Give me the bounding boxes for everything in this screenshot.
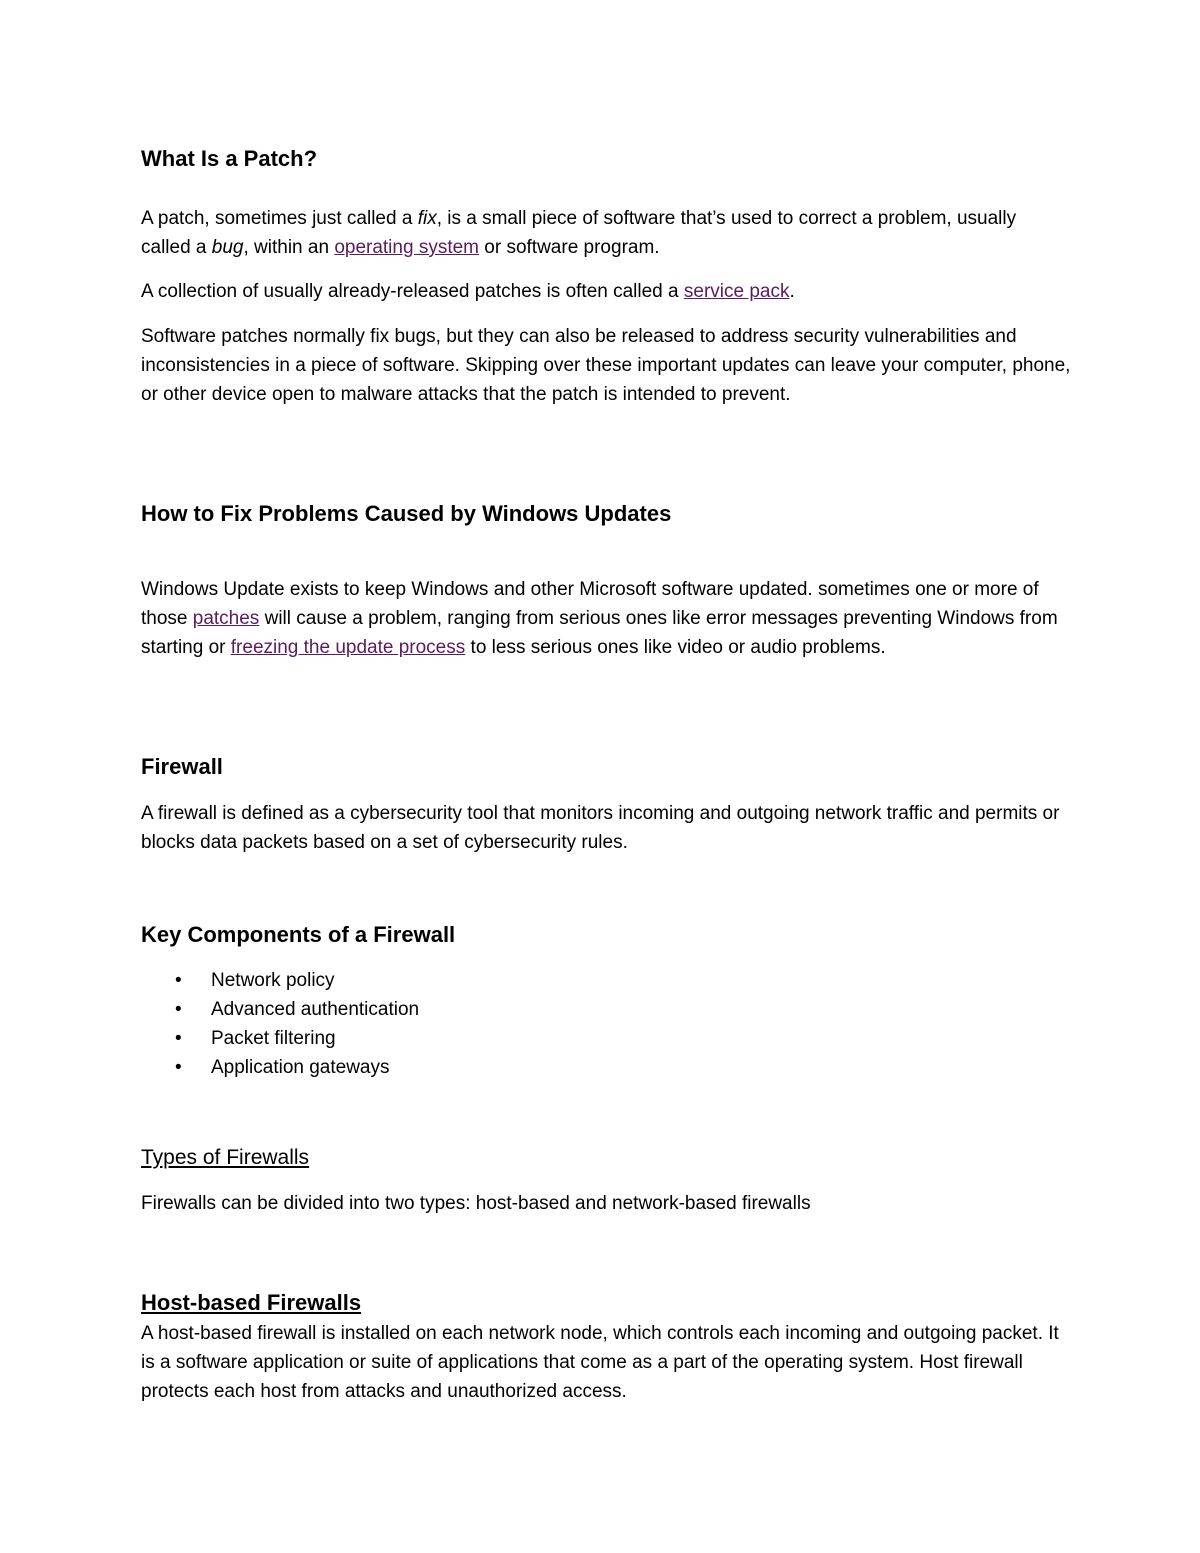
text: A patch, sometimes just called a [141, 208, 418, 229]
paragraph-patch-definition [141, 204, 1071, 262]
text: A collection of usually already-released patches is often called a [141, 281, 684, 302]
text: . [789, 281, 795, 302]
list-item [141, 995, 1071, 1024]
list-item [141, 966, 1071, 995]
link-freezing-update-process[interactable]: freezing the update process [230, 637, 466, 658]
heading-key-components: Key Components of a Firewall [141, 922, 456, 947]
text: will cause a problem, ranging from serious ones like error messages preventing Windows from starting or [141, 608, 1058, 658]
text: , within an [243, 237, 335, 258]
paragraph-service-pack [141, 277, 1071, 306]
text: or software program. [479, 237, 660, 258]
bullet-icon: • [175, 970, 182, 991]
heading-firewall: Firewall [141, 754, 223, 779]
bullet-icon: • [175, 1028, 182, 1049]
paragraph-software-patches: Software patches normally fix bugs, but they can also be released to address security vulnerabilities and inconsistencies in a piece of software. Skipping over these important updates can leave your computer, phone, or other device open to malware attacks that the patch is intended to prevent. [141, 326, 1071, 405]
bullet-icon: • [175, 1057, 182, 1078]
term-bug: bug [211, 237, 244, 258]
heading-types-of-firewalls: Types of Firewalls [141, 1146, 310, 1169]
link-patches[interactable]: patches [192, 608, 260, 629]
paragraph-host-based: A host-based firewall is installed on each network node, which controls each incoming and outgoing packet. It is a software application or suite of applications that come as a part of the operating system. Host firewall protects each host from attacks and unauthorized access. [141, 1323, 1059, 1402]
list-item-label: Advanced authentication [211, 999, 420, 1020]
text: , is a small piece of software that’s used to correct a problem, usually called a [141, 208, 1017, 258]
text: to less serious ones like video or audio problems. [465, 637, 886, 658]
heading-host-based-firewalls: Host-based Firewalls [141, 1290, 362, 1315]
link-service-pack[interactable]: service pack [683, 281, 790, 302]
paragraph-types: Firewalls can be divided into two types: host-based and network-based firewalls [141, 1193, 811, 1214]
list-item-label: Network policy [211, 970, 335, 991]
bullet-icon: • [175, 999, 182, 1020]
list-item [141, 1024, 1071, 1053]
heading-what-is-a-patch: What Is a Patch? [141, 146, 318, 171]
list-item-label: Packet filtering [211, 1028, 336, 1049]
list-item-label: Application gateways [211, 1057, 390, 1078]
paragraph-windows-update [141, 575, 1071, 662]
heading-windows-updates: How to Fix Problems Caused by Windows Updates [141, 501, 672, 526]
link-operating-system[interactable]: operating system [334, 237, 479, 258]
term-fix: fix [417, 208, 437, 229]
components-list [141, 966, 1071, 1082]
list-item [141, 1053, 1071, 1082]
paragraph-firewall-definition: A firewall is defined as a cybersecurity tool that monitors incoming and outgoing network traffic and permits or blocks data packets based on a set of cybersecurity rules. [141, 803, 1060, 853]
text: Windows Update exists to keep Windows and other Microsoft software updated. sometimes one or more of those [141, 579, 1039, 629]
